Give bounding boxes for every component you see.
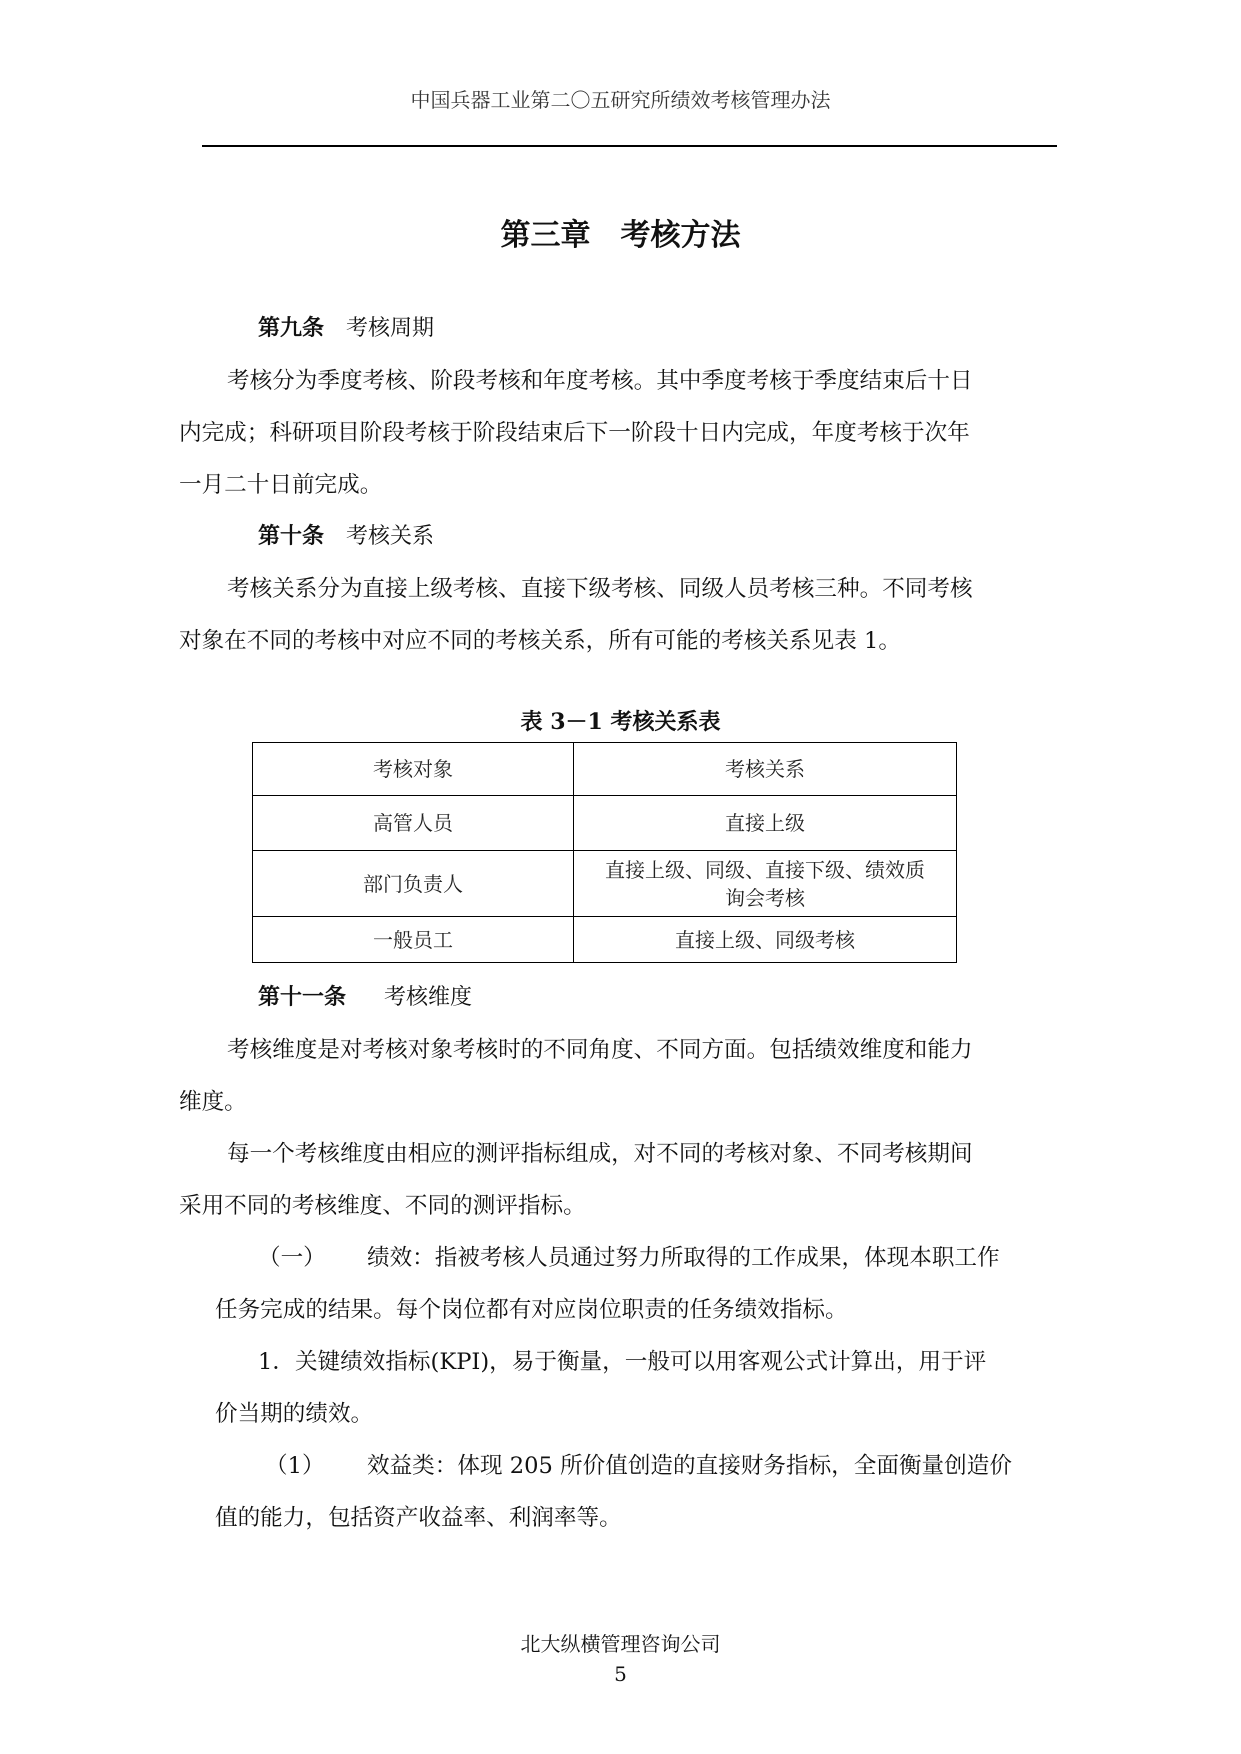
item-1-label: （一） [258, 1245, 326, 1271]
article-9-line-2: 内完成；科研项目阶段考核于阶段结束后下一阶段十日内完成，年度考核于次年 [179, 420, 970, 446]
article-11-title: 考核维度 [384, 985, 473, 1010]
article-10-number: 第十条 [258, 523, 325, 549]
article-10-heading [258, 520, 434, 553]
table-caption: 表 3－1 考核关系表 [520, 709, 721, 735]
table-cell-relation: 直接上级、同级考核 [574, 917, 957, 963]
item-1-1-1-label: （1） [265, 1453, 325, 1479]
article-9-line-3: 一月二十日前完成。 [179, 472, 383, 498]
table-cell-relation-line: 直接上级、同级、直接下级、绩效质 [605, 857, 925, 882]
item-1-1-continuation: 价当期的绩效。 [215, 1401, 374, 1427]
article-11-para1-line-1: 考核维度是对考核对象考核时的不同角度、不同方面。包括绩效维度和能力 [227, 1037, 973, 1063]
item-1-1-1-continuation: 值的能力，包括资产收益率、利润率等。 [215, 1505, 622, 1531]
article-9-line-1: 考核分为季度考核、阶段考核和年度考核。其中季度考核于季度结束后十日 [227, 368, 973, 394]
article-11-heading [258, 981, 472, 1014]
page-number: 5 [614, 1662, 627, 1686]
article-11-para2-line-1: 每一个考核维度由相应的测评指标组成，对不同的考核对象、不同考核期间 [227, 1141, 973, 1167]
table-cell-object: 部门负责人 [253, 851, 574, 917]
article-11-para1-line-2: 维度。 [179, 1089, 247, 1115]
item-1-1-text: 1．关键绩效指标(KPI)，易于衡量，一般可以用客观公式计算出，用于评 [258, 1349, 987, 1375]
article-9-heading [258, 312, 434, 345]
table-row [253, 796, 957, 851]
footer-company: 北大纵横管理咨询公司 [520, 1632, 721, 1656]
header-divider [202, 145, 1057, 147]
article-10-line-1: 考核关系分为直接上级考核、直接下级考核、同级人员考核三种。不同考核 [227, 576, 973, 602]
chapter-title: 第三章 考核方法 [500, 218, 741, 253]
article-11-para2-line-2: 采用不同的考核维度、不同的测评指标。 [179, 1193, 586, 1219]
article-11-number: 第十一条 [258, 984, 347, 1010]
table-header-row [253, 743, 957, 796]
table-cell-relation: 直接上级 [574, 796, 957, 851]
table-header-relation: 考核关系 [574, 743, 957, 796]
page-header-title: 中国兵器工业第二〇五研究所绩效考核管理办法 [410, 88, 831, 112]
article-9-number: 第九条 [258, 315, 325, 341]
table-cell-object: 一般员工 [253, 917, 574, 963]
table-row [253, 851, 957, 917]
item-1-text: 绩效：指被考核人员通过努力所取得的工作成果，体现本职工作 [367, 1245, 1000, 1271]
assessment-relation-table [252, 742, 957, 963]
item-1-1-1-text: 效益类：体现 205 所价值创造的直接财务指标，全面衡量创造价 [367, 1453, 1012, 1479]
item-1-continuation: 任务完成的结果。每个岗位都有对应岗位职责的任务绩效指标。 [215, 1297, 848, 1323]
table-row [253, 917, 957, 963]
table-cell-relation [574, 851, 957, 917]
table-cell-relation-line: 询会考核 [725, 885, 805, 910]
article-9-title: 考核周期 [346, 316, 435, 341]
table-header-object: 考核对象 [253, 743, 574, 796]
table-cell-object: 高管人员 [253, 796, 574, 851]
article-10-title: 考核关系 [346, 524, 435, 549]
article-10-line-2: 对象在不同的考核中对应不同的考核关系，所有可能的考核关系见表 1。 [179, 628, 901, 654]
